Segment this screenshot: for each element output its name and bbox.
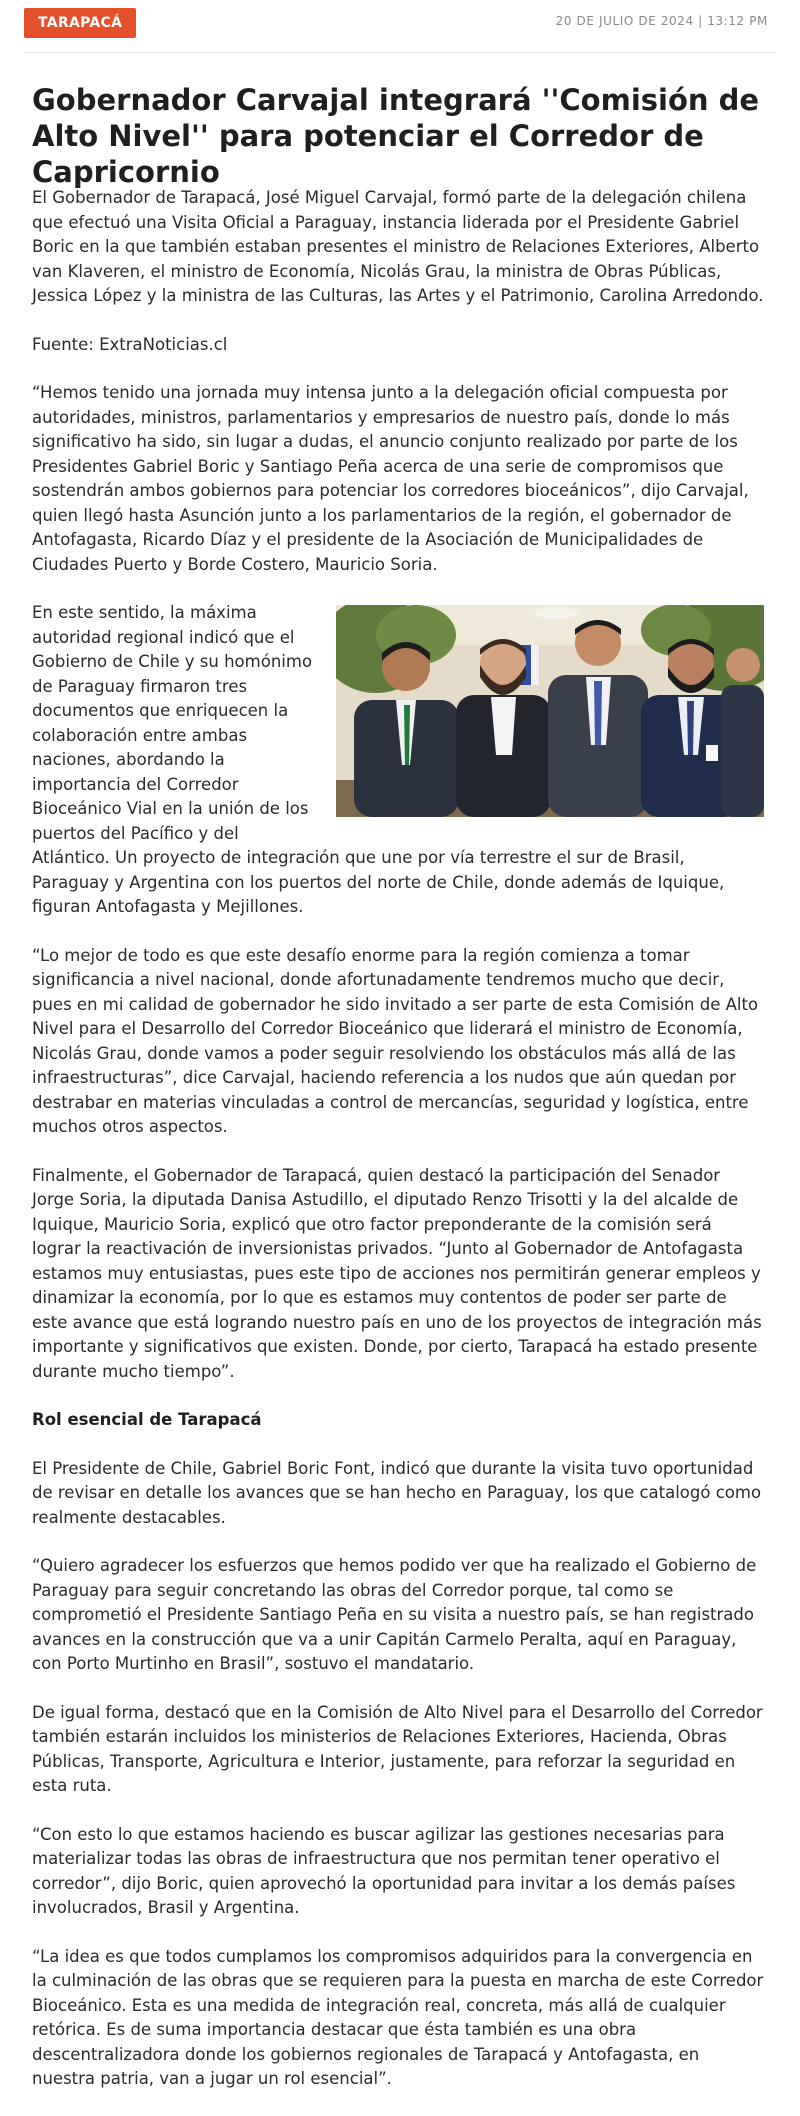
- article-header-bar: [24, 0, 776, 53]
- article-paragraph: “Lo mejor de todo es que este desafío enorme para la región comienza a tomar significancia a nivel nacional, donde afortunadamente tendremos mucho que decir, pues en mi calidad de gobernador he sido invitado a ser parte de esta Comisión de Alto Nivel para el Desarrollo del Corredor Bioceánico que liderará el ministro de Economía, Nicolás Grau, donde vamos a poder seguir resolviendo los obstáculos más allá de las infraestructuras”, dice Carvajal, haciendo referencia a los nudos que aún quedan por destrabar en materias vinculadas a control de mercancías, seguridad y logística, entre muchos otros aspectos.: [32, 945, 759, 1136]
- article-paragraph: Finalmente, el Gobernador de Tarapacá, quien destacó la participación del Senador Jorge Soria, la diputada Danisa Astudillo, el diputado Renzo Trisotti y la del alcalde de Iquique, Mauricio Soria, explicó que otro factor preponderante de la comisión será lograr la reactivación de inversionistas privados. “Junto al Gobernador de Antofagasta estamos muy entusiastas, pues este tipo de acciones nos permitirán generar empleos y dinamizar la economía, por lo que es estamos muy contentos de poder ser parte de este avance que está logrando nuestro país en uno de los proyectos de integración más importante y significativos que existen. Donde, por cierto, Tarapacá ha estado presente durante mucho tiempo”.: [32, 1165, 762, 1381]
- article-body: [32, 186, 764, 2116]
- article-paragraph: El Presidente de Chile, Gabriel Boric Font, indicó que durante la visita tuvo oportunidad de revisar en detalle los avances que se han hecho en Paraguay, los que catalogó como realmente destacables.: [32, 1458, 762, 1527]
- delegation-photo: [336, 605, 764, 817]
- article-paragraph: En este sentido, la máxima autoridad regional indicó que el Gobierno de Chile y su homónimo de Paraguay firmaron tres documentos que enriquecen la colaboración entre ambas naciones, abordando la importancia del Corredor Bioceánico Vial en la unión de los puertos del Pacífico y del Atlántico. Un proyecto de integración que une por vía terrestre el sur de Brasil, Paraguay y Argentina con los puertos del norte de Chile, donde además de Iquique, figuran Antofagasta y Mejillones.: [32, 603, 725, 916]
- article-paragraph: “Hemos tenido una jornada muy intensa junto a la delegación oficial compuesta por autoridades, ministros, parlamentarios y empresarios de nuestro país, donde lo más significativo ha sido, sin lugar a dudas, el anuncio conjunto realizado por parte de los Presidentes Gabriel Boric y Santiago Peña acerca de una serie de compromisos que sostendrán ambos gobiernos para potenciar los corredores bioceánicos”, dijo Carvajal, quien llegó hasta Asunción junto a los parlamentarios de la región, el gobernador de Antofagasta, Ricardo Díaz y el presidente de la Asociación de Municipalidades de Ciudades Puerto y Borde Costero, Mauricio Soria.: [32, 383, 749, 574]
- section-badge[interactable]: TARAPACÁ: [24, 8, 136, 38]
- publish-date: 20 DE JULIO DE 2024 | 13:12 PM: [555, 14, 768, 28]
- article-title: Gobernador Carvajal integrará ''Comisión de Alto Nivel'' para potenciar el Corredor de Capricornio: [32, 83, 760, 189]
- article-paragraph: De igual forma, destacó que en la Comisión de Alto Nivel para el Desarrollo del Corredor también estarán incluidos los ministerios de Relaciones Exteriores, Hacienda, Obras Públicas, Transporte, Agricultura e Interior, justamente, para reforzar la seguridad en esta ruta.: [32, 1702, 763, 1795]
- section-subheading: Rol esencial de Tarapacá: [32, 1410, 262, 1429]
- article-paragraph: “Con esto lo que estamos haciendo es buscar agilizar las gestiones necesarias para materializar todas las obras de infraestructura que nos permitan tener operativo el corredor”, dijo Boric, quien aprovechó la oportunidad para invitar a los demás países involucrados, Brasil y Argentina.: [32, 1824, 736, 1917]
- source-line: Fuente: ExtraNoticias.cl: [32, 334, 228, 354]
- article-paragraph: “La idea es que todos cumplamos los compromisos adquiridos para la convergencia en la culminación de las obras que se requieren para la puesta en marcha de este Corredor Bioceánico. Esta es una medida de integración real, concreta, más allá de cualquier retórica. Es de suma importancia destacar que ésta también es una obra descentralizadora donde los gobiernos regionales de Tarapacá y Antofagasta, en nuestra patria, van a jugar un rol esencial”.: [32, 1946, 764, 2088]
- article-paragraph: “Quiero agradecer los esfuerzos que hemos podido ver que ha realizado el Gobierno de Paraguay para seguir concretando las obras del Corredor porque, tal como se comprometió el Presidente Santiago Peña en su visita a nuestro país, se han registrado avances en la construcción que va a unir Capitán Carmelo Peralta, aquí en Paraguay, con Porto Murtinho en Brasil”, sostuvo el mandatario.: [32, 1556, 757, 1673]
- article-paragraph: El Gobernador de Tarapacá, José Miguel Carvajal, formó parte de la delegación chilena que efectuó una Visita Oficial a Paraguay, instancia liderada por el Presidente Gabriel Boric en la que también estaban presentes el ministro de Relaciones Exteriores, Alberto van Klaveren, el ministro de Economía, Nicolás Grau, la ministra de Obras Públicas, Jessica López y la ministra de las Culturas, las Artes y el Patrimonio, Carolina Arredondo.: [32, 188, 764, 305]
